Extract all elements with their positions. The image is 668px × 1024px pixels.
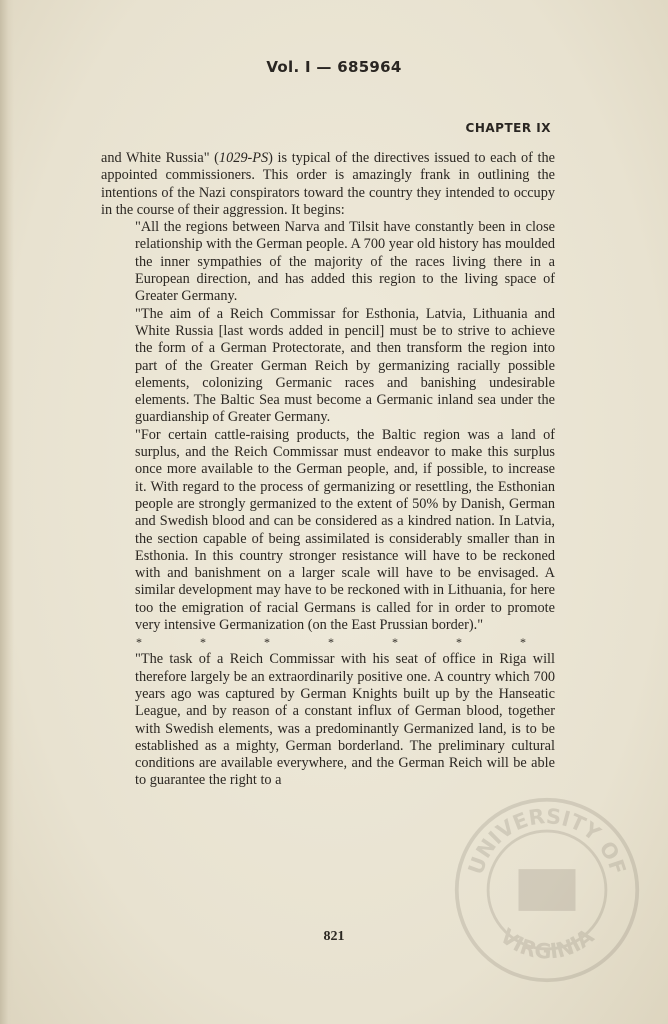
asterisk: * <box>136 635 142 650</box>
asterisk: * <box>456 635 462 650</box>
quote-paragraph-1: "All the regions between Narva and Tilsit have constantly been in close relationship with the German people. A 700 year old history has moulded the inner sympathies of the majority of the races living there in a European direction, and has added this region to the living space of Greater Germany. <box>135 219 555 305</box>
quote-paragraph-3: "For certain cattle-raising products, the Baltic region was a land of surplus, and the Reich Commissar must endeavor to make this surplus once more available to the German people, and, if possible, to increase it. With regard to the process of germanizing or resettling, the Esthonian people are strongly germanized to the extent of 50% by Danish, German and Swedish blood and can be considered as a kindred nation. In Latvia, the section capable of being assimilated is considerably smaller than in Esthonia. In this country stronger resistance will have to be reckoned with and banishment on a larger scale will have to be envisaged. A similar development may have to be reckoned with in Lithuania, for here too the emigration of racial Germans is called for in order to promote very intensive Germanization (on the East Prussian border)." <box>135 426 555 634</box>
quote-paragraph-2: "The aim of a Reich Commissar for Esthonia, Latvia, Lithuania and White Russia [last words added in pencil] must be to strive to achieve the form of a German Protectorate, and then transform the region into part of the Greater German Reich by germanizing racially possible elements, colonizing Germanic races and banishing undesirable elements. The Baltic Sea must become a Germanic inland sea under the guardianship of Greater Germany. <box>135 305 555 426</box>
ellipsis-asterisks <box>136 634 526 651</box>
page-edge-shadow <box>0 0 14 1024</box>
document-reference: 1029-PS <box>218 150 269 166</box>
svg-text:UNIVERSITY OF: UNIVERSITY OF <box>463 804 631 878</box>
asterisk: * <box>328 635 334 650</box>
svg-text:VIRGINIA: VIRGINIA <box>495 924 599 964</box>
chapter-heading: CHAPTER IX <box>465 121 551 135</box>
asterisk: * <box>200 635 206 650</box>
asterisk: * <box>392 635 398 650</box>
quote-paragraph-4: "The task of a Reich Commissar with his seat of office in Riga will therefore largely be an extraordinarily positive one. A country which 700 years ago was captured by German Knights built up by the Hanseatic League, and by reason of a constant influx of German blood, together with Swedish elements, was a predominantly Germanized land, is to be established as a mighty, German borderland. The preliminary cultural conditions are available everywhere, and the German Reich will be able to guarantee the right to a <box>135 651 555 789</box>
asterisk: * <box>520 635 526 650</box>
university-seal-watermark <box>452 795 642 985</box>
body-text <box>101 150 555 790</box>
intro-paragraph: and White Russia" (1029-PS) is typical of the directives issued to each of the appointed commissioners. This order is amazingly frank in outlining the intentions of the Nazi conspirators toward the country they intended to occupy in the course of their aggression. It begins: <box>101 150 555 218</box>
page-number: 821 <box>323 929 345 944</box>
volume-header: Vol. I — 685964 <box>266 58 402 76</box>
asterisk: * <box>264 635 270 650</box>
